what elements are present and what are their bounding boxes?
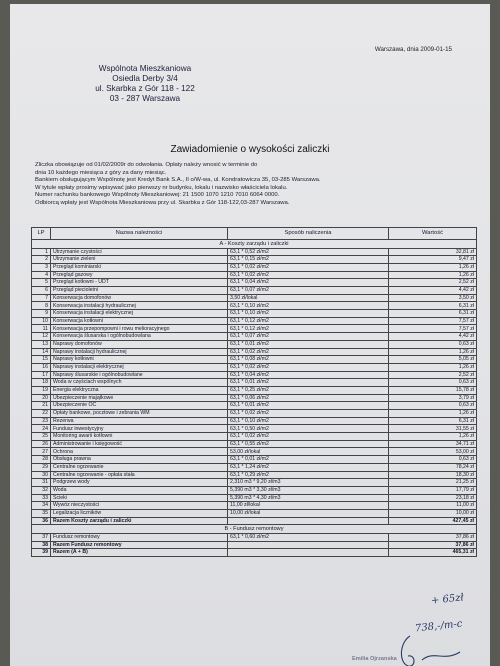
- stamp-name: Emilia Ojrzanska: [352, 656, 397, 662]
- cell-method: 63,1 * 0,50 zł/m2: [228, 425, 389, 433]
- cell-method: 63,1 * 0,29 zł/m2: [228, 471, 389, 479]
- cell-value: 1,26 zł: [389, 348, 477, 356]
- table-row: [32, 302, 477, 310]
- cell-lp: 22: [32, 410, 51, 418]
- cell-method: 63,1 * 0,01 zł/m2: [228, 456, 389, 464]
- cell-value: 465,31 zł: [389, 549, 477, 557]
- table-row: [32, 479, 477, 487]
- cell-lp: 8: [32, 302, 51, 310]
- cell-name: Fundusz remontowy: [51, 533, 228, 541]
- cell-lp: 14: [32, 348, 51, 356]
- cell-value: 6,31 zł: [389, 417, 477, 425]
- table-row: [32, 340, 477, 348]
- cell-name: Naprawy ślusarskie i ogólnobudowlane: [51, 371, 228, 379]
- cell-lp: 3: [32, 263, 51, 271]
- cell-lp: 2: [32, 256, 51, 264]
- cell-lp: 12: [32, 333, 51, 341]
- cell-method: 63,1 * 0,04 zł/m2: [228, 371, 389, 379]
- handwritten-note-1: + 65zł: [430, 592, 465, 607]
- table-row: [32, 256, 477, 264]
- cell-lp: 7: [32, 294, 51, 302]
- cell-name: Przegląd piecioletni: [51, 287, 228, 295]
- cell-method: 63,1 * 0,02 zł/m2: [228, 263, 389, 271]
- intro-line: W tytule wpłaty prosimy wpisywać jako pierwszy nr budynku, lokalu i nazwisko właściciela lokalu.: [35, 184, 288, 191]
- cell-name: Razem Koszty zarządu i zaliczki: [51, 517, 228, 525]
- cell-lp: 32: [32, 486, 51, 494]
- table-row: [32, 440, 477, 448]
- cell-value: 7,57 zł: [389, 325, 477, 333]
- cell-value: 6,31 zł: [389, 302, 477, 310]
- table-row: [32, 310, 477, 318]
- cell-value: 3,50 zł: [389, 294, 477, 302]
- table-row: [32, 279, 477, 287]
- cell-method: 63,1 * 0,01 zł/m2: [228, 402, 389, 410]
- cell-lp: 34: [32, 502, 51, 510]
- cell-value: 6,31 zł: [389, 310, 477, 318]
- cell-lp: 35: [32, 509, 51, 517]
- cell-name: Woda: [51, 486, 228, 494]
- cell-value: 0,63 zł: [389, 456, 477, 464]
- cell-method: [228, 517, 389, 525]
- cell-name: Przegląd kotłowni - UDT: [51, 279, 228, 287]
- table-row: [32, 471, 477, 479]
- cell-lp: 18: [32, 379, 51, 387]
- cell-method: 63,1 * 0,52 zł/m2: [228, 248, 389, 256]
- cell-method: 63,1 * 0,07 zł/m2: [228, 333, 389, 341]
- cell-value: 1,26 zł: [389, 410, 477, 418]
- cell-method: 5,390 m3 * 3,30 zł/m3: [228, 486, 389, 494]
- document-page: [10, 4, 490, 666]
- table-row: [32, 433, 477, 441]
- cell-name: Opłaty bankowe, pocztowe i zebrania WM: [51, 410, 228, 418]
- cell-name: Centralne ogrzewanie - opłata stała: [51, 471, 228, 479]
- cell-value: 32,81 zł: [389, 248, 477, 256]
- cell-value: 34,71 zł: [389, 440, 477, 448]
- cell-method: 63,1 * 0,12 zł/m2: [228, 317, 389, 325]
- cell-method: 5,390 m3 * 4,30 zł/m3: [228, 494, 389, 502]
- cell-lp: 20: [32, 394, 51, 402]
- table-row: [32, 448, 477, 456]
- table-header-row: [32, 228, 477, 240]
- cell-name: Obsługa prawna: [51, 456, 228, 464]
- sender-line-2: Osiedla Derby 3/4: [112, 74, 178, 83]
- table-row: [32, 463, 477, 471]
- cell-value: 7,57 zł: [389, 317, 477, 325]
- cell-method: 63,1 * 0,02 zł/m2: [228, 271, 389, 279]
- cell-method: [228, 549, 389, 557]
- table-row: [32, 456, 477, 464]
- table-row: [32, 386, 477, 394]
- cell-value: 1,26 zł: [389, 263, 477, 271]
- document-title: Zawiadomienie o wysokości zaliczki: [170, 144, 330, 155]
- cell-lp: 29: [32, 463, 51, 471]
- cell-lp: 37: [32, 533, 51, 541]
- cell-name: Ścieki: [51, 494, 228, 502]
- cell-value: 2,52 zł: [389, 371, 477, 379]
- intro-line: Numer rachunku bankowego Wspólnoty Mieszkaniowej: 21 1500 1070 1210 7010 6064 0000.: [35, 192, 280, 199]
- cell-lp: 26: [32, 440, 51, 448]
- table-row: [32, 379, 477, 387]
- cell-method: 2,310 m3 * 9,20 zł/m3: [228, 479, 389, 487]
- cell-method: 63,1 * 0,02 zł/m2: [228, 348, 389, 356]
- intro-line: Odbiorcą wpłaty jest Wspólnota Mieszkaniowa przy ul. Skarbka z Gór 118-122,03-287 Warszawa.: [35, 199, 290, 206]
- cell-value: 9,47 zł: [389, 256, 477, 264]
- cell-value: 37,86 zł: [389, 533, 477, 541]
- cell-lp: 16: [32, 363, 51, 371]
- cell-lp: 4: [32, 271, 51, 279]
- cell-value: 3,79 zł: [389, 394, 477, 402]
- cell-method: 63,1 * 0,06 zł/m2: [228, 394, 389, 402]
- cell-value: 53,00 zł: [389, 448, 477, 456]
- cell-value: 5,05 zł: [389, 356, 477, 364]
- cell-value: 23,18 zł: [389, 494, 477, 502]
- cell-lp: 9: [32, 310, 51, 318]
- cell-name: Konserwacja ślusarska i ogólnobudowlana: [51, 333, 228, 341]
- cell-method: 63,1 * 0,08 zł/m2: [228, 356, 389, 364]
- table-row: [32, 502, 477, 510]
- cell-name: Naprawy instalacji hydraulicznej: [51, 348, 228, 356]
- table-row: [32, 363, 477, 371]
- cell-name: Ubezpieczenie OC: [51, 402, 228, 410]
- cell-name: Monitoring awarii kotłowni: [51, 433, 228, 441]
- cell-lp: 19: [32, 386, 51, 394]
- cell-lp: 39: [32, 549, 51, 557]
- cell-value: 31,55 zł: [389, 425, 477, 433]
- cell-name: Ubezpieczenie majątkowe: [51, 394, 228, 402]
- cell-name: Woda w częściach wspólnych: [51, 379, 228, 387]
- cell-value: 10,00 zł: [389, 509, 477, 517]
- cell-name: Przegląd kominiarski: [51, 263, 228, 271]
- table-body: [32, 240, 477, 557]
- cell-name: Wywóz nieczystości: [51, 502, 228, 510]
- cell-method: 63,1 * 0,15 zł/m2: [228, 256, 389, 264]
- cell-method: 63,1 * 0,25 zł/m2: [228, 386, 389, 394]
- cell-name: Naprawy domofonów: [51, 340, 228, 348]
- table-row: [32, 294, 477, 302]
- section-title: B - Fundusz remontowy: [32, 525, 477, 534]
- cell-value: 0,63 zł: [389, 379, 477, 387]
- cell-name: Naprawy kotłowni: [51, 356, 228, 364]
- header-name: Nazwa należności: [51, 228, 228, 240]
- cell-lp: 33: [32, 494, 51, 502]
- cell-name: Utrzymanie czystości: [51, 248, 228, 256]
- cell-value: 4,42 zł: [389, 287, 477, 295]
- cell-name: Naprawy instalacji elektrycznej: [51, 363, 228, 371]
- cell-method: [228, 541, 389, 549]
- cell-lp: 24: [32, 425, 51, 433]
- cell-value: 0,63 zł: [389, 402, 477, 410]
- cell-value: 4,42 zł: [389, 333, 477, 341]
- cell-name: Utrzymanie zieleni: [51, 256, 228, 264]
- table-row: [32, 325, 477, 333]
- cell-method: 53,00 zł/lokal: [228, 448, 389, 456]
- cell-value: 17,79 zł: [389, 486, 477, 494]
- section-title: A - Koszty zarządu i zaliczki: [32, 240, 477, 249]
- cell-method: 63,1 * 0,12 zł/m2: [228, 325, 389, 333]
- cell-method: 63,1 * 0,10 zł/m2: [228, 417, 389, 425]
- charges-table: [31, 227, 477, 557]
- table-row: [32, 356, 477, 364]
- cell-method: 63,1 * 0,10 zł/m2: [228, 310, 389, 318]
- cell-lp: 38: [32, 541, 51, 549]
- cell-method: 63,1 * 0,04 zł/m2: [228, 279, 389, 287]
- cell-value: 21,25 zł: [389, 479, 477, 487]
- cell-name: Konserwacja kotłowni: [51, 317, 228, 325]
- document-date: Warszawa, dnia 2009-01-15: [374, 46, 452, 53]
- cell-method: 10,00 zł/lokal: [228, 509, 389, 517]
- cell-lp: 5: [32, 279, 51, 287]
- cell-method: 63,1 * 0,01 zł/m2: [228, 379, 389, 387]
- intro-line: Bankiem obsługującym Wspólnotę jest Kredyt Bank S.A., II o/W-wa, ul. Kondratowicza 35, 03-285 Warszawa.: [35, 177, 321, 184]
- charges-table-wrapper: [31, 227, 477, 557]
- table-row: [32, 425, 477, 433]
- intro-paragraph: [35, 162, 475, 208]
- cell-lp: 25: [32, 433, 51, 441]
- cell-value: 37,86 zł: [389, 541, 477, 549]
- cell-lp: 6: [32, 287, 51, 295]
- cell-name: Konserwacja instalacji hydraulicznej: [51, 302, 228, 310]
- cell-method: 63,1 * 0,02 zł/m2: [228, 363, 389, 371]
- table-row: [32, 371, 477, 379]
- cell-value: 1,26 zł: [389, 271, 477, 279]
- header-value: Wartość: [389, 228, 477, 240]
- cell-lp: 15: [32, 356, 51, 364]
- table-row: [32, 402, 477, 410]
- cell-method: 63,1 * 0,60 zł/m2: [228, 533, 389, 541]
- table-row: [32, 509, 477, 517]
- cell-lp: 10: [32, 317, 51, 325]
- table-row: [32, 533, 477, 541]
- sender-address: [70, 64, 220, 104]
- cell-lp: 31: [32, 479, 51, 487]
- cell-method: 63,1 * 0,02 zł/m2: [228, 433, 389, 441]
- cell-value: 2,52 zł: [389, 279, 477, 287]
- table-row: [32, 394, 477, 402]
- intro-line: dnia 10 każdego miesiąca z góry za dany miesiąc.: [35, 169, 167, 176]
- sender-line-4: 03 - 287 Warszawa: [109, 94, 181, 103]
- cell-name: Podgrzew wody: [51, 479, 228, 487]
- cell-value: 11,00 zł: [389, 502, 477, 510]
- cell-method: 11,00 zł/lokal: [228, 502, 389, 510]
- cell-name: Rezerwa: [51, 417, 228, 425]
- table-sum-row: [32, 517, 477, 525]
- cell-lp: 30: [32, 471, 51, 479]
- cell-value: 78,24 zł: [389, 463, 477, 471]
- cell-name: Fundusz inwestycyjny: [51, 425, 228, 433]
- cell-method: 63,1 * 0,01 zł/m2: [228, 340, 389, 348]
- cell-value: 15,78 zł: [389, 386, 477, 394]
- table-row: [32, 494, 477, 502]
- cell-name: Przegląd gazowy: [51, 271, 228, 279]
- table-row: [32, 271, 477, 279]
- sender-line-3: ul. Skarbka z Gór 118 - 122: [95, 84, 195, 93]
- cell-lp: 11: [32, 325, 51, 333]
- cell-method: 3,50 zł/lokal: [228, 294, 389, 302]
- cell-method: 63,1 * 1,24 zł/m2: [228, 463, 389, 471]
- table-row: [32, 317, 477, 325]
- table-row: [32, 486, 477, 494]
- cell-lp: 23: [32, 417, 51, 425]
- cell-lp: 17: [32, 371, 51, 379]
- table-sum-row: [32, 541, 477, 549]
- cell-value: 0,63 zł: [389, 340, 477, 348]
- cell-name: Razem (A + B): [51, 549, 228, 557]
- cell-name: Energia elektryczna: [51, 386, 228, 394]
- cell-method: 63,1 * 0,07 zł/m2: [228, 287, 389, 295]
- header-lp: LP: [32, 228, 51, 240]
- cell-name: Centralne ogrzewanie: [51, 463, 228, 471]
- cell-lp: 36: [32, 517, 51, 525]
- handwritten-note-2: 738,-/m-c: [414, 618, 463, 635]
- sender-line-1: Wspólnota Mieszkaniowa: [98, 64, 192, 73]
- cell-value: 427,45 zł: [389, 517, 477, 525]
- cell-value: 1,26 zł: [389, 433, 477, 441]
- cell-method: 63,1 * 0,02 zł/m2: [228, 410, 389, 418]
- intro-line: Zliczka obowiązuje od 01/02/2009r do odwołania. Opłaty należy wnosić w terminie do: [35, 162, 258, 168]
- table-section-header: [32, 525, 477, 534]
- table-row: [32, 263, 477, 271]
- cell-name: Konserwacja instalacji elektrycznej: [51, 310, 228, 318]
- cell-name: Administrowanie i księgowość: [51, 440, 228, 448]
- cell-value: 18,30 zł: [389, 471, 477, 479]
- cell-name: Ochrona: [51, 448, 228, 456]
- table-row: [32, 348, 477, 356]
- table-section-header: [32, 240, 477, 249]
- cell-lp: 27: [32, 448, 51, 456]
- cell-name: Razem Fundusz remontowy: [51, 541, 228, 549]
- cell-value: 1,26 zł: [389, 363, 477, 371]
- table-row: [32, 248, 477, 256]
- cell-name: Konserwacja przepompowni i rowu melioracyjnego: [51, 325, 228, 333]
- cell-name: Legalizacja liczników: [51, 509, 228, 517]
- cell-method: 63,1 * 0,55 zł/m2: [228, 440, 389, 448]
- cell-lp: 1: [32, 248, 51, 256]
- cell-lp: 21: [32, 402, 51, 410]
- table-row: [32, 287, 477, 295]
- cell-lp: 28: [32, 456, 51, 464]
- header-method: Sposób naliczenia: [228, 228, 389, 240]
- table-row: [32, 333, 477, 341]
- cell-method: 63,1 * 0,10 zł/m2: [228, 302, 389, 310]
- cell-lp: 13: [32, 340, 51, 348]
- table-row: [32, 410, 477, 418]
- table-row: [32, 417, 477, 425]
- table-total-row: [32, 549, 477, 557]
- cell-name: Konserwacja domofonów: [51, 294, 228, 302]
